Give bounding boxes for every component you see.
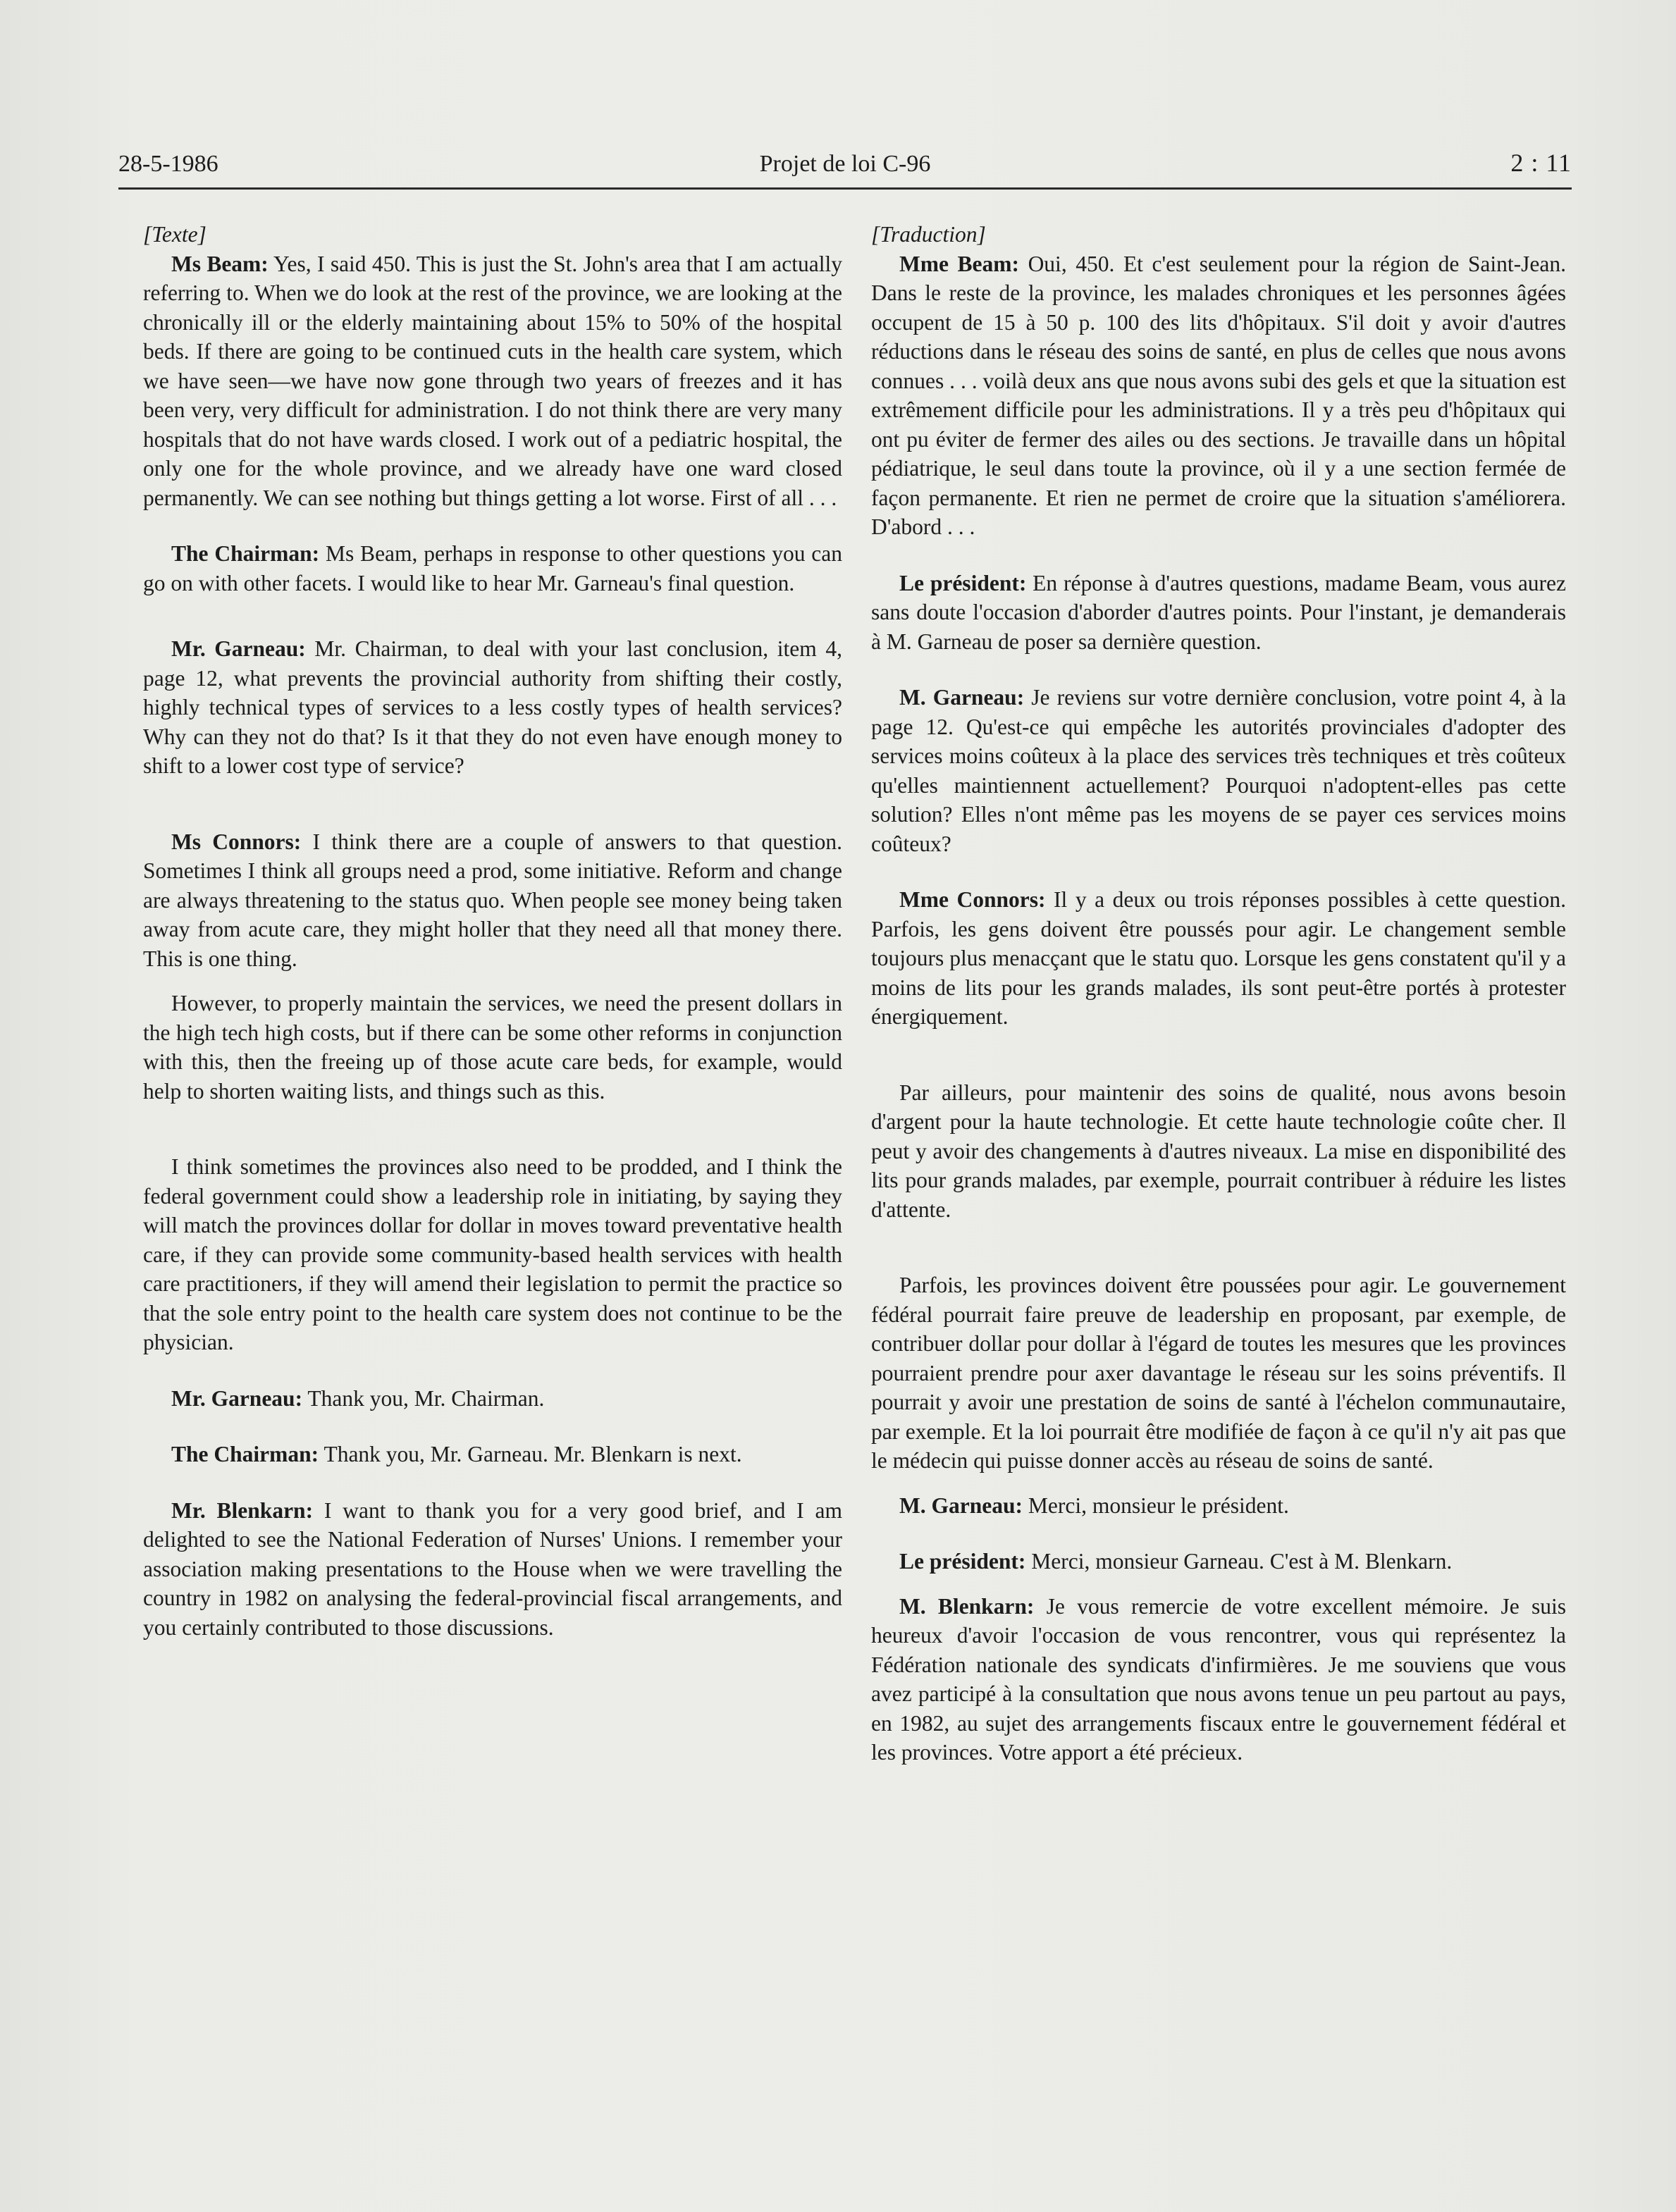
speaker-name: Le président:	[899, 1549, 1026, 1574]
paragraph-text: En réponse à d'autres questions, madame Beam, vous aurez sans doute l'occasion d'aborder d'autres points. Pour l'instant, je demanderais à M. Garneau de poser sa dernière question.	[871, 570, 1567, 654]
speaker-name: Le président:	[899, 570, 1027, 595]
column-marker: [Traduction]	[871, 222, 986, 247]
header-page-number: 2 : 11	[1510, 149, 1572, 177]
paragraph	[143, 1384, 842, 1414]
paragraph	[871, 1078, 1566, 1225]
paragraph	[143, 539, 842, 598]
paragraph-text: Oui, 450. Et c'est seulement pour la région de Saint-Jean. Dans le reste de la province, les malades chroniques et les personnes âgées occupent de 15 à 50 p. 100 des lits d'hôpitaux. S'il doit y avoir d'autres réductions dans le réseau des soins de santé, en plus de celles que nous avons connues . . . voilà deux ans que nous avons subi des gels et que la situation est extrêmement difficile pour les administrations. Il y a très peu d'hôpitaux qui ont pu éviter de fermer des ailes ou des sections. Je travaille dans un hôpital pédiatrique, le seul dans toute la province, où il y a une section fermée de façon permanente. Et rien ne permet de croire que la situation s'améliorera. D'abord . . .	[871, 251, 1566, 539]
speaker-name: Mr. Blenkarn:	[171, 1497, 314, 1523]
speaker-name: Ms Connors:	[171, 829, 302, 854]
paragraph-text: Je vous remercie de votre excellent mémoire. Je suis heureux d'avoir l'occasion de vous rencontrer, vous qui représentez la Fédération nationale des syndicats d'infirmières. Je me souviens que vous avez participé à la consultation que nous avons tenue un peu partout au pays, en 1982, au sujet des arrangements fiscaux entre le gouvernement fédéral et les provinces. Votre apport a été précieux.	[871, 1593, 1566, 1765]
paragraph-text: I want to thank you for a very good brief, and I am delighted to see the National Federation of Nurses' Unions. I remember your association making presentations to the House when we were travelling the country in 1982 on analysing the federal-provincial fiscal arrangements, and you certainly contributed to those discussions.	[143, 1497, 842, 1640]
paragraph	[871, 249, 1566, 542]
paragraph-text: I think there are a couple of answers to that question. Sometimes I think all groups need a prod, some initiative. Reform and change are always threatening to the status quo. When people see money being taken away from acute care, they might holler that they need all that money there. This is one thing.	[143, 829, 843, 971]
paragraph	[143, 1440, 842, 1469]
paragraph-text: Mr. Chairman, to deal with your last conclusion, item 4, page 12, what prevents the provincial authority from shifting their costly, highly technical types of services to a less costly types of health services? Why can they not do that? Is it that they do not even have enough money to shift to a lower cost type of service?	[143, 636, 842, 778]
paragraph	[143, 827, 842, 974]
header-date: 28-5-1986	[118, 151, 218, 177]
speaker-name: The Chairman:	[171, 1442, 319, 1466]
paragraph	[871, 885, 1566, 1032]
paragraph-text: Merci, monsieur le président.	[1022, 1493, 1289, 1518]
speaker-name: M. Garneau:	[899, 685, 1025, 710]
speaker-name: Mme Connors:	[899, 887, 1046, 912]
paragraph	[871, 683, 1566, 858]
header-title: Projet de loi C-96	[759, 151, 931, 177]
paragraph-text: Merci, monsieur Garneau. C'est à M. Blenkarn.	[1025, 1549, 1453, 1574]
speaker-name: Ms Beam:	[171, 251, 269, 276]
paragraph	[143, 989, 842, 1106]
paragraph-text: Parfois, les provinces doivent être poussées pour agir. Le gouvernement fédéral pourrait faire preuve de leadership en proposant, par exemple, de contribuer dollar pour dollar à l'égard de toutes les mesures que les provinces pourraient prendre pour axer davantage le réseau sur les soins préventifs. Il pourrait y avoir une prestation de soins de santé à l'échelon communautaire, par exemple. Et la loi pourrait être modifiée de façon à ce qu'il n'y ait pas que le médecin qui puisse donner accès au réseau de soins de santé.	[871, 1273, 1566, 1473]
header-rule	[118, 187, 1572, 190]
paragraph-text: Yes, I said 450. This is just the St. John's area that I am actually referring to. When we do look at the rest of the province, we are looking at the chronically ill or the elderly maintaining about 15% to 50% of the hospital beds. If there are going to be continued cuts in the health care system, which we have seen—we have now gone through two years of freezes and it has been very, very difficult for administration. I do not think there are very many hospitals that do not have wards closed. I work out of a pediatric hospital, the only one for the whole province, and we already have one ward closed permanently. We can see nothing but things getting a lot worse. First of all . . .	[143, 251, 842, 510]
paragraph	[143, 1152, 842, 1357]
page-header	[118, 147, 1572, 186]
speaker-name: M. Blenkarn:	[899, 1593, 1035, 1619]
paragraph	[871, 1592, 1566, 1767]
paragraph-text: Il y a deux ou trois réponses possibles à cette question. Parfois, les gens doivent être poussés pour agir. Le changement semble toujours plus menacçant que le statu quo. Lorsque les gens constatent qu'il y a moins de lits pour les grands malades, ils sont peut-être portés à protester énergiquement.	[871, 887, 1566, 1029]
speaker-name: Mme Beam:	[899, 251, 1019, 276]
paragraph-text: Par ailleurs, pour maintenir des soins de qualité, nous avons besoin d'argent pour la haute technologie. Et cette haute technologie coûte cher. Il peut y avoir des changements à d'autres niveaux. La mise en disponibilité des lits pour grands malades, par exemple, pourrait contribuer à réduire les listes d'attente.	[871, 1080, 1566, 1222]
paragraph	[871, 1271, 1566, 1476]
english-column	[143, 220, 842, 1642]
paragraph	[871, 1547, 1566, 1576]
paragraph	[143, 1496, 842, 1643]
speaker-name: Mr. Garneau:	[171, 636, 306, 661]
speaker-name: The Chairman:	[171, 541, 320, 566]
column-marker: [Texte]	[143, 222, 207, 247]
paragraph-text: Ms Beam, perhaps in response to other questions you can go on with other facets. I would like to hear Mr. Garneau's final question.	[143, 541, 842, 595]
speaker-name: M. Garneau:	[899, 1493, 1023, 1518]
paragraph-text: Thank you, Mr. Garneau. Mr. Blenkarn is next.	[319, 1442, 742, 1466]
paragraph-text: Thank you, Mr. Chairman.	[302, 1385, 545, 1411]
paragraph-text: However, to properly maintain the services, we need the present dollars in the high tech high costs, but if there can be some other reforms in conjunction with this, then the freeing up of those acute care beds, for example, would help to shorten waiting lists, and things such as this.	[143, 991, 842, 1104]
speaker-name: Mr. Garneau:	[171, 1385, 303, 1411]
paragraph-text: I think sometimes the provinces also need to be prodded, and I think the federal government could show a leadership role in initiating, by saying they will match the provinces dollar for dollar in moves toward preventative health care, if they can provide some community-based health services with health care practitioners, if they will amend their legislation to permit the practice so that the sole entry point to the health care system does not continue to be the physician.	[143, 1154, 842, 1354]
paragraph	[143, 249, 842, 513]
paragraph	[871, 569, 1566, 657]
paragraph	[143, 634, 842, 781]
paragraph-text: Je reviens sur votre dernière conclusion, votre point 4, à la page 12. Qu'est-ce qui empêche les autorités provinciales d'adopter des services moins coûteux à la place des services très techniques et très coûteux qu'elles maintiennent actuellement? Pourquoi n'adoptent-elles pas cette solution? Elles n'ont même pas les moyens de se payer ces services moins coûteux?	[871, 685, 1566, 856]
french-column	[871, 220, 1566, 1767]
paragraph	[871, 1491, 1566, 1521]
